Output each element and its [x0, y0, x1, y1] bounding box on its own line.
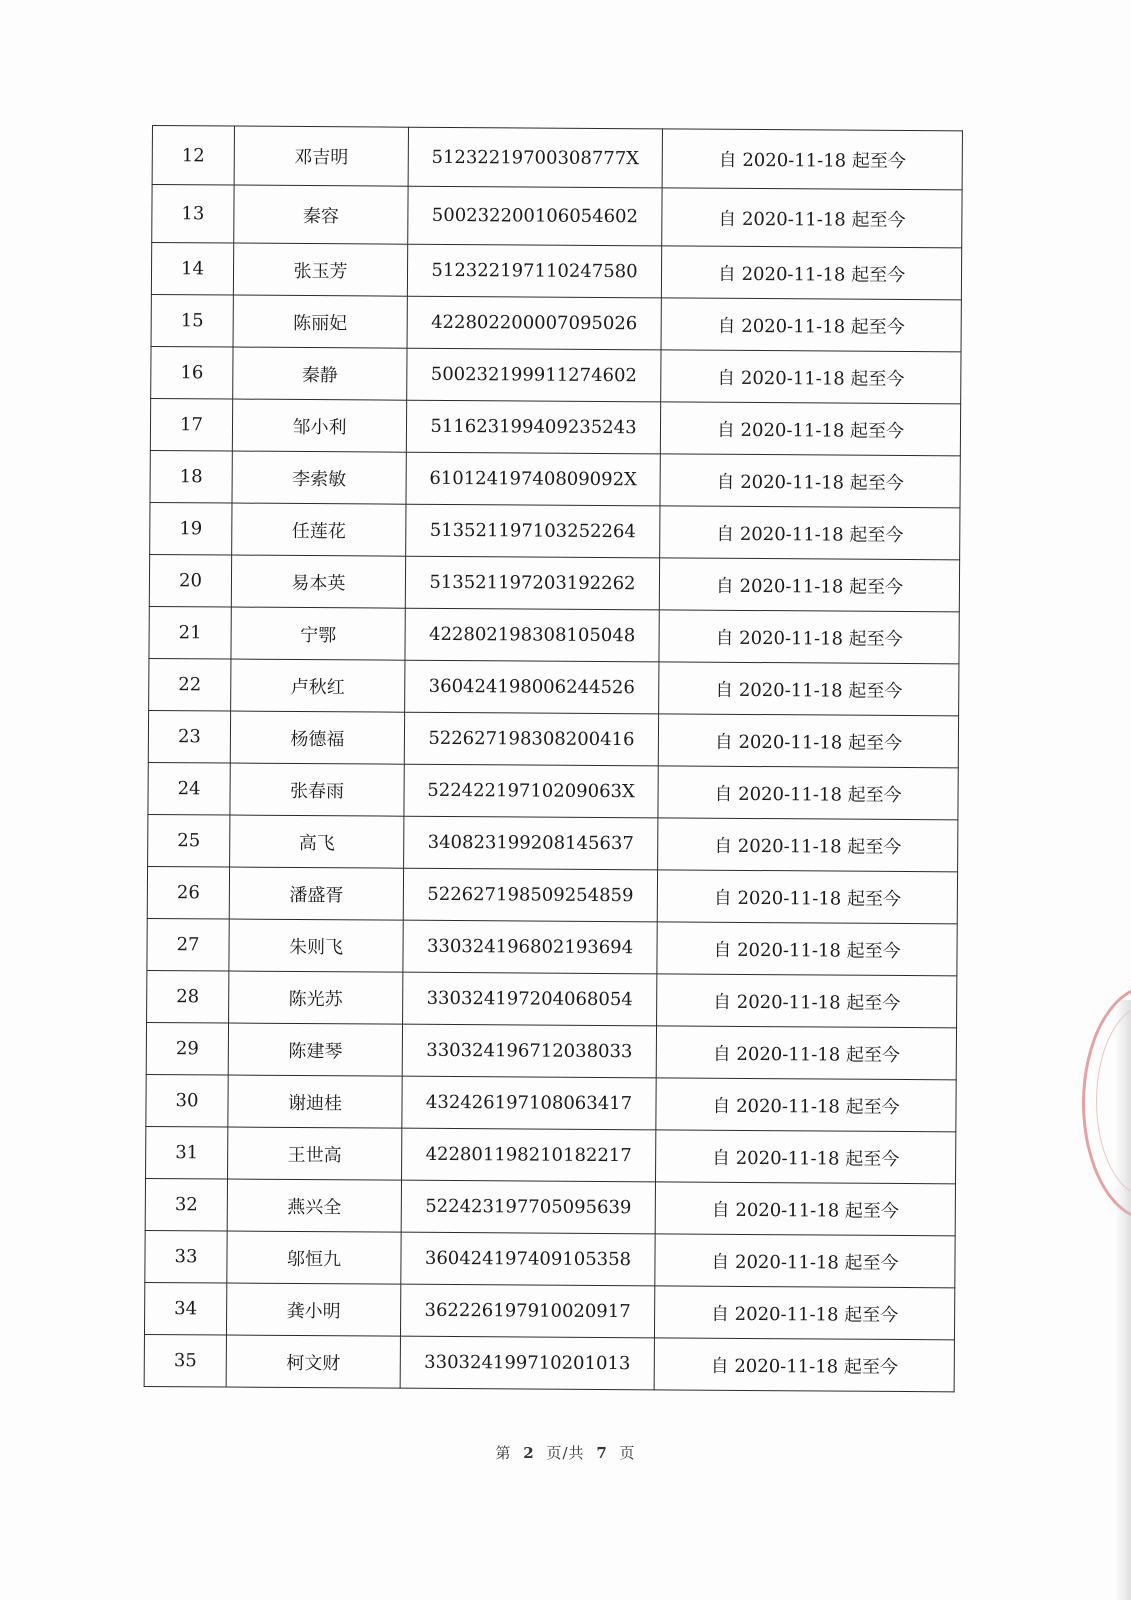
table-row [148, 762, 958, 819]
table-row [150, 502, 960, 559]
footer-total-pages: 7 [596, 1444, 608, 1462]
name-cell: 潘盛胥 [229, 867, 403, 920]
footer-suffix: 页 [619, 1444, 636, 1462]
id-number-cell: 360424197409105358 [401, 1232, 655, 1286]
period-cell: 自 2020-11-18 起至今 [659, 610, 959, 664]
id-number-cell: 330324196802193694 [403, 920, 657, 974]
personnel-table [144, 125, 963, 1392]
name-cell: 陈光苏 [229, 971, 403, 1024]
row-number-cell: 16 [151, 346, 233, 399]
period-cell: 自 2020-11-18 起至今 [661, 350, 961, 404]
id-number-cell: 432426197108063417 [402, 1076, 656, 1130]
table-row [146, 1022, 956, 1079]
period-cell: 自 2020-11-18 起至今 [661, 246, 961, 300]
row-number-cell: 18 [150, 450, 232, 503]
name-cell: 秦容 [234, 185, 408, 244]
row-number-cell: 31 [146, 1126, 228, 1179]
table-row [152, 185, 962, 248]
table-row [151, 346, 961, 403]
name-cell: 张玉芳 [233, 243, 407, 296]
table-row [149, 554, 959, 611]
row-number-cell: 13 [152, 185, 234, 244]
id-number-cell: 61012419740809092X [406, 452, 660, 506]
name-cell: 杨德福 [230, 711, 404, 764]
period-cell: 自 2020-11-18 起至今 [656, 1078, 956, 1132]
footer-middle: 页/共 [546, 1444, 585, 1462]
row-number-cell: 15 [151, 294, 233, 347]
name-cell: 李索敏 [232, 451, 406, 504]
id-number-cell: 422802198308105048 [405, 608, 659, 662]
row-number-cell: 12 [152, 126, 234, 186]
id-number-cell: 522627198308200416 [404, 712, 658, 766]
period-cell: 自 2020-11-18 起至今 [657, 922, 957, 976]
row-number-cell: 28 [147, 970, 229, 1023]
period-cell: 自 2020-11-18 起至今 [654, 1338, 954, 1392]
period-cell: 自 2020-11-18 起至今 [656, 1026, 956, 1080]
name-cell: 任莲花 [232, 503, 406, 556]
period-cell: 自 2020-11-18 起至今 [658, 818, 958, 872]
id-number-cell: 522627198509254859 [403, 868, 657, 922]
row-number-cell: 30 [146, 1074, 228, 1127]
name-cell: 朱则飞 [229, 919, 403, 972]
footer-prefix: 第 [495, 1444, 512, 1462]
name-cell: 谢迪桂 [228, 1075, 402, 1128]
name-cell: 龚小明 [226, 1283, 400, 1336]
row-number-cell: 33 [145, 1230, 227, 1283]
table-row [152, 126, 962, 190]
name-cell: 易本英 [231, 555, 405, 608]
row-number-cell: 27 [147, 918, 229, 971]
id-number-cell: 513521197103252264 [406, 504, 660, 558]
name-cell: 陈建琴 [228, 1023, 402, 1076]
name-cell: 宁鄂 [231, 607, 405, 660]
period-cell: 自 2020-11-18 起至今 [654, 1286, 954, 1340]
table-row [144, 1334, 954, 1391]
row-number-cell: 23 [148, 710, 230, 763]
table-row [145, 1178, 955, 1235]
table-row [145, 1230, 955, 1287]
id-number-cell: 330324197204068054 [403, 972, 657, 1026]
table-row [150, 450, 960, 507]
row-number-cell: 29 [146, 1022, 228, 1075]
table-row [148, 710, 958, 767]
id-number-cell: 422801198210182217 [402, 1128, 656, 1182]
row-number-cell: 21 [149, 606, 231, 659]
id-number-cell: 422802200007095026 [407, 296, 661, 350]
table-row [144, 1282, 954, 1339]
period-cell: 自 2020-11-18 起至今 [662, 129, 962, 190]
row-number-cell: 22 [149, 658, 231, 711]
period-cell: 自 2020-11-18 起至今 [655, 1182, 955, 1236]
period-cell: 自 2020-11-18 起至今 [657, 870, 957, 924]
period-cell: 自 2020-11-18 起至今 [658, 714, 958, 768]
id-number-cell: 330324199710201013 [400, 1336, 654, 1390]
id-number-cell: 362226197910020917 [400, 1284, 654, 1338]
table-row [146, 1126, 956, 1183]
period-cell: 自 2020-11-18 起至今 [660, 454, 960, 508]
name-cell: 陈丽妃 [233, 295, 407, 348]
row-number-cell: 14 [151, 243, 233, 296]
name-cell: 张春雨 [230, 763, 404, 816]
id-number-cell: 500232199911274602 [407, 348, 661, 402]
period-cell: 自 2020-11-18 起至今 [657, 974, 957, 1028]
name-cell: 邬恒九 [227, 1231, 401, 1284]
period-cell: 自 2020-11-18 起至今 [660, 402, 960, 456]
row-number-cell: 25 [148, 814, 230, 867]
table-row [150, 398, 960, 455]
table-row [148, 814, 958, 871]
id-number-cell: 52242219710209063X [404, 764, 658, 818]
id-number-cell: 330324196712038033 [402, 1024, 656, 1078]
page-footer [0, 1442, 1131, 1463]
name-cell: 邹小利 [232, 399, 406, 452]
table-row [147, 866, 957, 923]
name-cell: 卢秋红 [231, 659, 405, 712]
row-number-cell: 24 [148, 762, 230, 815]
period-cell: 自 2020-11-18 起至今 [659, 662, 959, 716]
id-number-cell: 522423197705095639 [401, 1180, 655, 1234]
table-row [151, 243, 961, 300]
id-number-cell: 500232200106054602 [408, 186, 662, 246]
table-row [146, 1074, 956, 1131]
table-row [147, 970, 957, 1027]
period-cell: 自 2020-11-18 起至今 [661, 298, 961, 352]
period-cell: 自 2020-11-18 起至今 [655, 1234, 955, 1288]
period-cell: 自 2020-11-18 起至今 [660, 506, 960, 560]
table-row [147, 918, 957, 975]
name-cell: 邓吉明 [234, 126, 408, 186]
row-number-cell: 17 [150, 398, 232, 451]
row-number-cell: 20 [149, 554, 231, 607]
period-cell: 自 2020-11-18 起至今 [659, 558, 959, 612]
name-cell: 柯文财 [226, 1335, 400, 1388]
table-row [149, 658, 959, 715]
table-body [144, 126, 962, 1392]
name-cell: 高飞 [230, 815, 404, 868]
id-number-cell: 511623199409235243 [406, 400, 660, 454]
id-number-cell: 512322197110247580 [407, 244, 661, 298]
id-number-cell: 51232219700308777X [408, 127, 662, 188]
id-number-cell: 360424198006244526 [405, 660, 659, 714]
table-container [144, 125, 962, 1392]
name-cell: 燕兴全 [227, 1179, 401, 1232]
footer-page-number: 2 [523, 1444, 535, 1462]
row-number-cell: 32 [145, 1178, 227, 1231]
id-number-cell: 513521197203192262 [405, 556, 659, 610]
period-cell: 自 2020-11-18 起至今 [658, 766, 958, 820]
row-number-cell: 19 [150, 502, 232, 555]
table-row [151, 294, 961, 351]
period-cell: 自 2020-11-18 起至今 [656, 1130, 956, 1184]
table-row [149, 606, 959, 663]
row-number-cell: 34 [144, 1282, 226, 1335]
name-cell: 秦静 [233, 347, 407, 400]
row-number-cell: 26 [147, 866, 229, 919]
name-cell: 王世高 [228, 1127, 402, 1180]
row-number-cell: 35 [144, 1334, 226, 1387]
period-cell: 自 2020-11-18 起至今 [662, 188, 962, 248]
id-number-cell: 340823199208145637 [404, 816, 658, 870]
scan-edge-shadow [1115, 1000, 1131, 1600]
